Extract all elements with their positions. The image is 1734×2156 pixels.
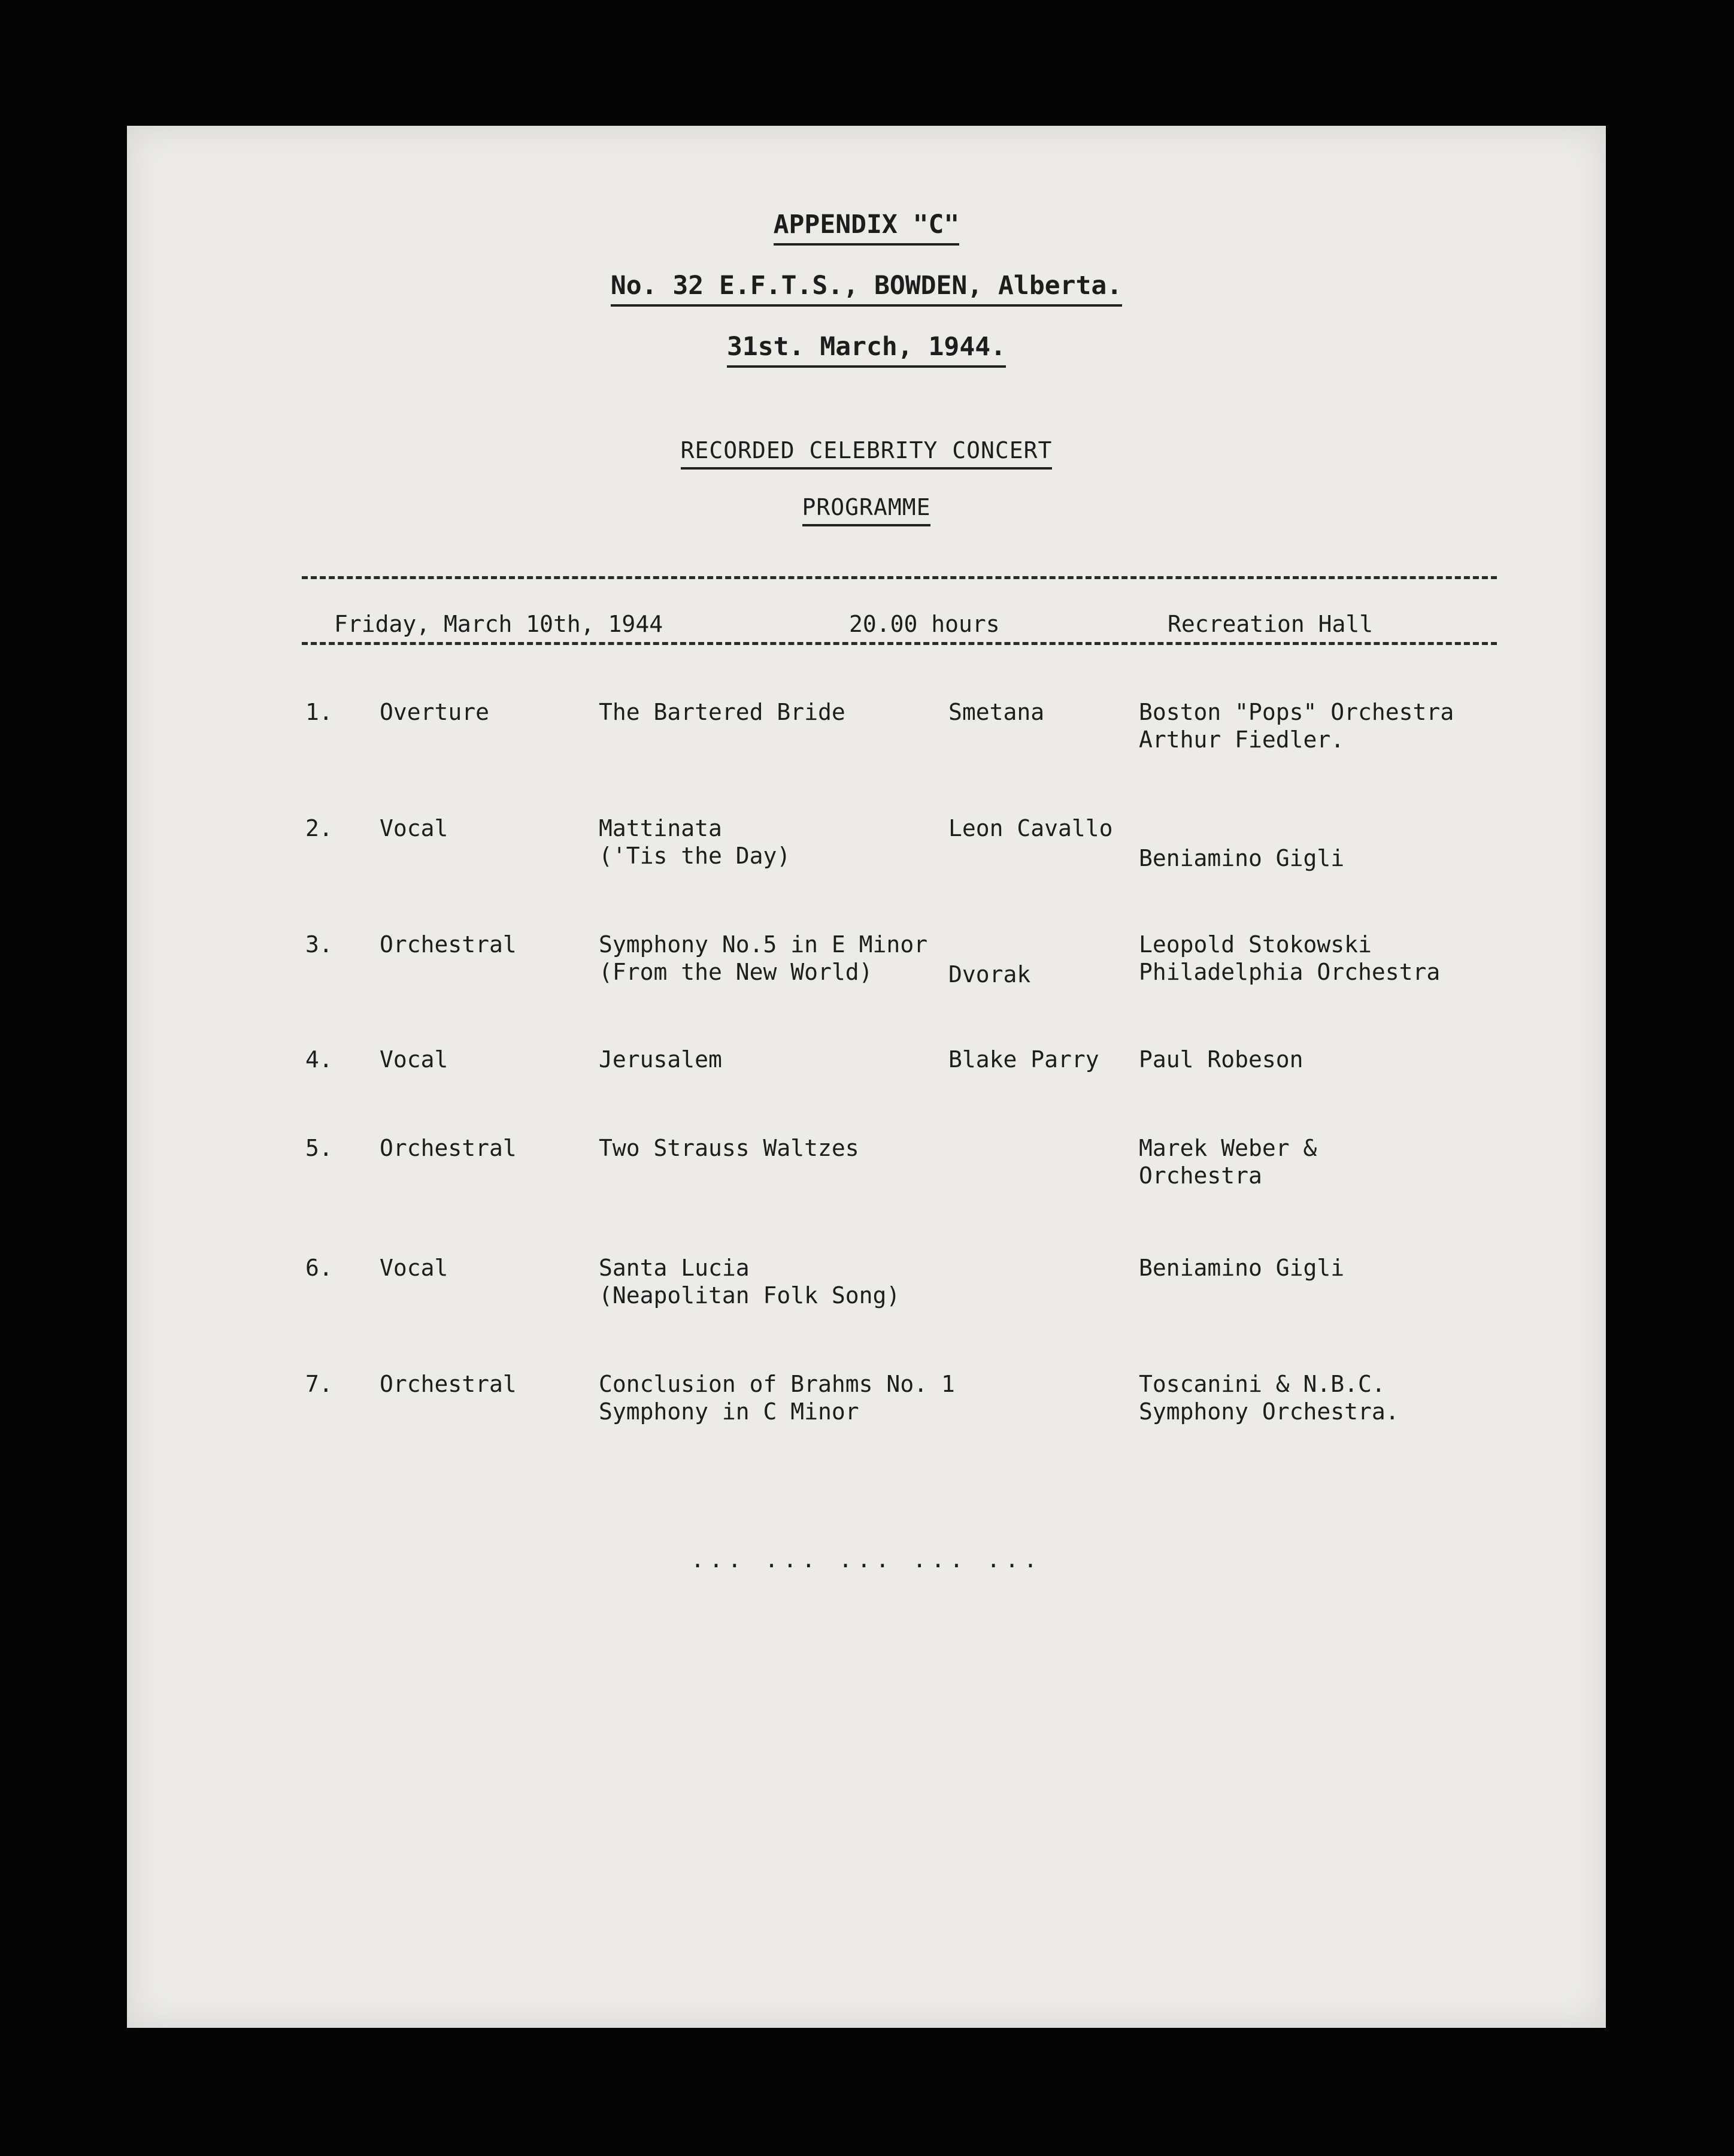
appendix-heading: APPENDIX "C"	[127, 210, 1606, 240]
item-performer: Leopold Stokowski Philadelphia Orchestra	[1139, 931, 1441, 985]
item-performer: Toscanini & N.B.C. Symphony Orchestra.	[1139, 1371, 1399, 1425]
programme-subtitle: PROGRAMME	[127, 494, 1606, 520]
item-performer: Paul Robeson	[1139, 1046, 1303, 1073]
item-number: 5.	[305, 1135, 333, 1161]
item-type: Vocal	[380, 1046, 448, 1073]
item-work: Mattinata ('Tis the Day)	[599, 815, 791, 869]
item-type: Orchestral	[380, 1371, 517, 1397]
concert-date: Friday, March 10th, 1944	[334, 611, 663, 637]
item-type: Overture	[380, 699, 490, 725]
item-composer: Leon Cavallo	[948, 815, 1113, 841]
item-performer: Marek Weber & Orchestra	[1139, 1135, 1317, 1189]
divider-bottom	[302, 642, 1497, 645]
concert-time: 20.00 hours	[849, 611, 1000, 637]
item-composer: Smetana	[948, 699, 1045, 725]
item-number: 3.	[305, 931, 333, 958]
item-work: The Bartered Bride	[599, 699, 845, 725]
item-performer: Beniamino Gigli	[1139, 1255, 1345, 1281]
document-page	[127, 126, 1606, 2028]
item-type: Orchestral	[380, 931, 517, 958]
closing-dots: ... ... ... ... ...	[690, 1546, 1042, 1573]
item-number: 7.	[305, 1371, 333, 1397]
item-type: Vocal	[380, 815, 448, 841]
item-work: Conclusion of Brahms No. 1 Symphony in C Minor	[599, 1371, 955, 1425]
item-type: Vocal	[380, 1255, 448, 1281]
item-work: Symphony No.5 in E Minor (From the New World)	[599, 931, 928, 985]
item-performer: Boston "Pops" Orchestra Arthur Fiedler.	[1139, 699, 1454, 753]
item-composer: Blake Parry	[948, 1046, 1099, 1073]
item-work: Santa Lucia (Neapolitan Folk Song)	[599, 1255, 901, 1309]
item-work: Jerusalem	[599, 1046, 722, 1073]
item-performer: Beniamino Gigli	[1139, 845, 1345, 871]
item-number: 4.	[305, 1046, 333, 1073]
item-work: Two Strauss Waltzes	[599, 1135, 859, 1161]
divider-top	[302, 576, 1497, 579]
concert-venue: Recreation Hall	[1168, 611, 1374, 637]
item-number: 6.	[305, 1255, 333, 1281]
unit-heading: No. 32 E.F.T.S., BOWDEN, Alberta.	[127, 271, 1606, 301]
item-type: Orchestral	[380, 1135, 517, 1161]
date-heading: 31st. March, 1944.	[127, 332, 1606, 362]
item-number: 2.	[305, 815, 333, 841]
item-number: 1.	[305, 699, 333, 725]
item-composer: Dvorak	[948, 961, 1031, 988]
concert-title: RECORDED CELEBRITY CONCERT	[127, 437, 1606, 464]
